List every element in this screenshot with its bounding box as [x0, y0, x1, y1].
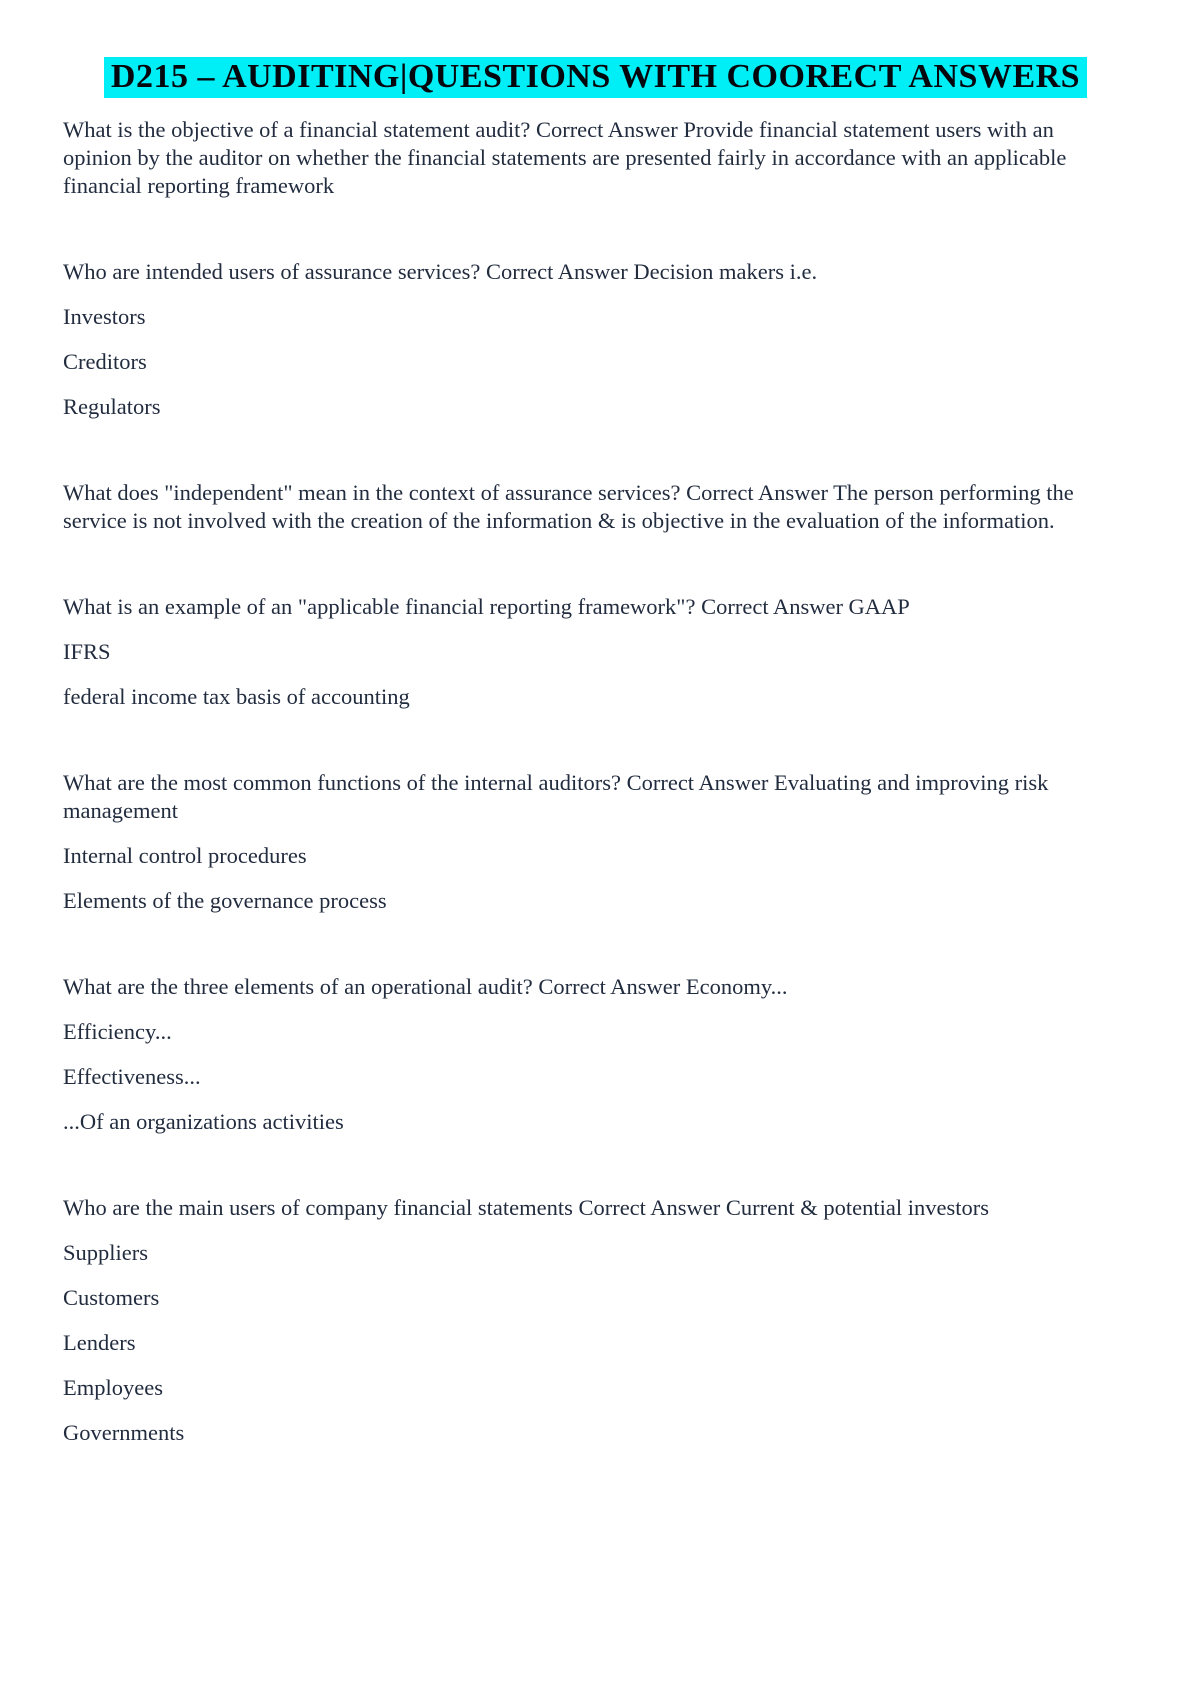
paragraph: Creditors [63, 349, 147, 374]
paragraph: Governments [63, 1420, 185, 1445]
paragraph: federal income tax basis of accounting [63, 684, 410, 709]
paragraph: Customers [63, 1285, 160, 1310]
paragraph: Lenders [63, 1330, 136, 1355]
paragraph: Who are intended users of assurance services? Correct Answer Decision makers i.e. [63, 259, 818, 284]
qa-group [63, 973, 1128, 1136]
qa-group [63, 479, 1128, 535]
qa-group [63, 593, 1128, 711]
paragraph: Suppliers [63, 1240, 149, 1265]
paragraph: Who are the main users of company financial statements Correct Answer Current & potential investors [63, 1195, 989, 1220]
paragraph: What are the three elements of an operational audit? Correct Answer Economy... [63, 974, 788, 999]
qa-group [63, 116, 1128, 200]
paragraph: Efficiency... [63, 1019, 172, 1044]
paragraph: ...Of an organizations activities [63, 1109, 344, 1134]
paragraph: What does "independent" mean in the context of assurance services? Correct Answer The person performing the service is not involved with the creation of the information & is objective in the evaluation of the information. [63, 480, 1074, 533]
paragraph: What are the most common functions of the internal auditors? Correct Answer Evaluating and improving risk management [63, 770, 1049, 823]
qa-group [63, 1194, 1128, 1447]
document-body [63, 116, 1128, 1447]
document-title [63, 54, 1128, 100]
qa-group [63, 258, 1128, 421]
paragraph: Investors [63, 304, 146, 329]
paragraph: Regulators [63, 394, 161, 419]
paragraph: What is the objective of a financial statement audit? Correct Answer Provide financial statement users with an opinion by the auditor on whether the financial statements are presented fairly in accordance with an applicable financial reporting framework [63, 117, 1067, 198]
paragraph: What is an example of an "applicable financial reporting framework"? Correct Answer GAAP [63, 594, 910, 619]
paragraph: Internal control procedures [63, 843, 307, 868]
paragraph: Effectiveness... [63, 1064, 201, 1089]
paragraph: IFRS [63, 639, 111, 664]
qa-group [63, 769, 1128, 915]
paragraph: Elements of the governance process [63, 888, 387, 913]
paragraph: Employees [63, 1375, 163, 1400]
title-highlight: D215 – AUDITING|QUESTIONS WITH COORECT ANSWERS [104, 57, 1087, 98]
